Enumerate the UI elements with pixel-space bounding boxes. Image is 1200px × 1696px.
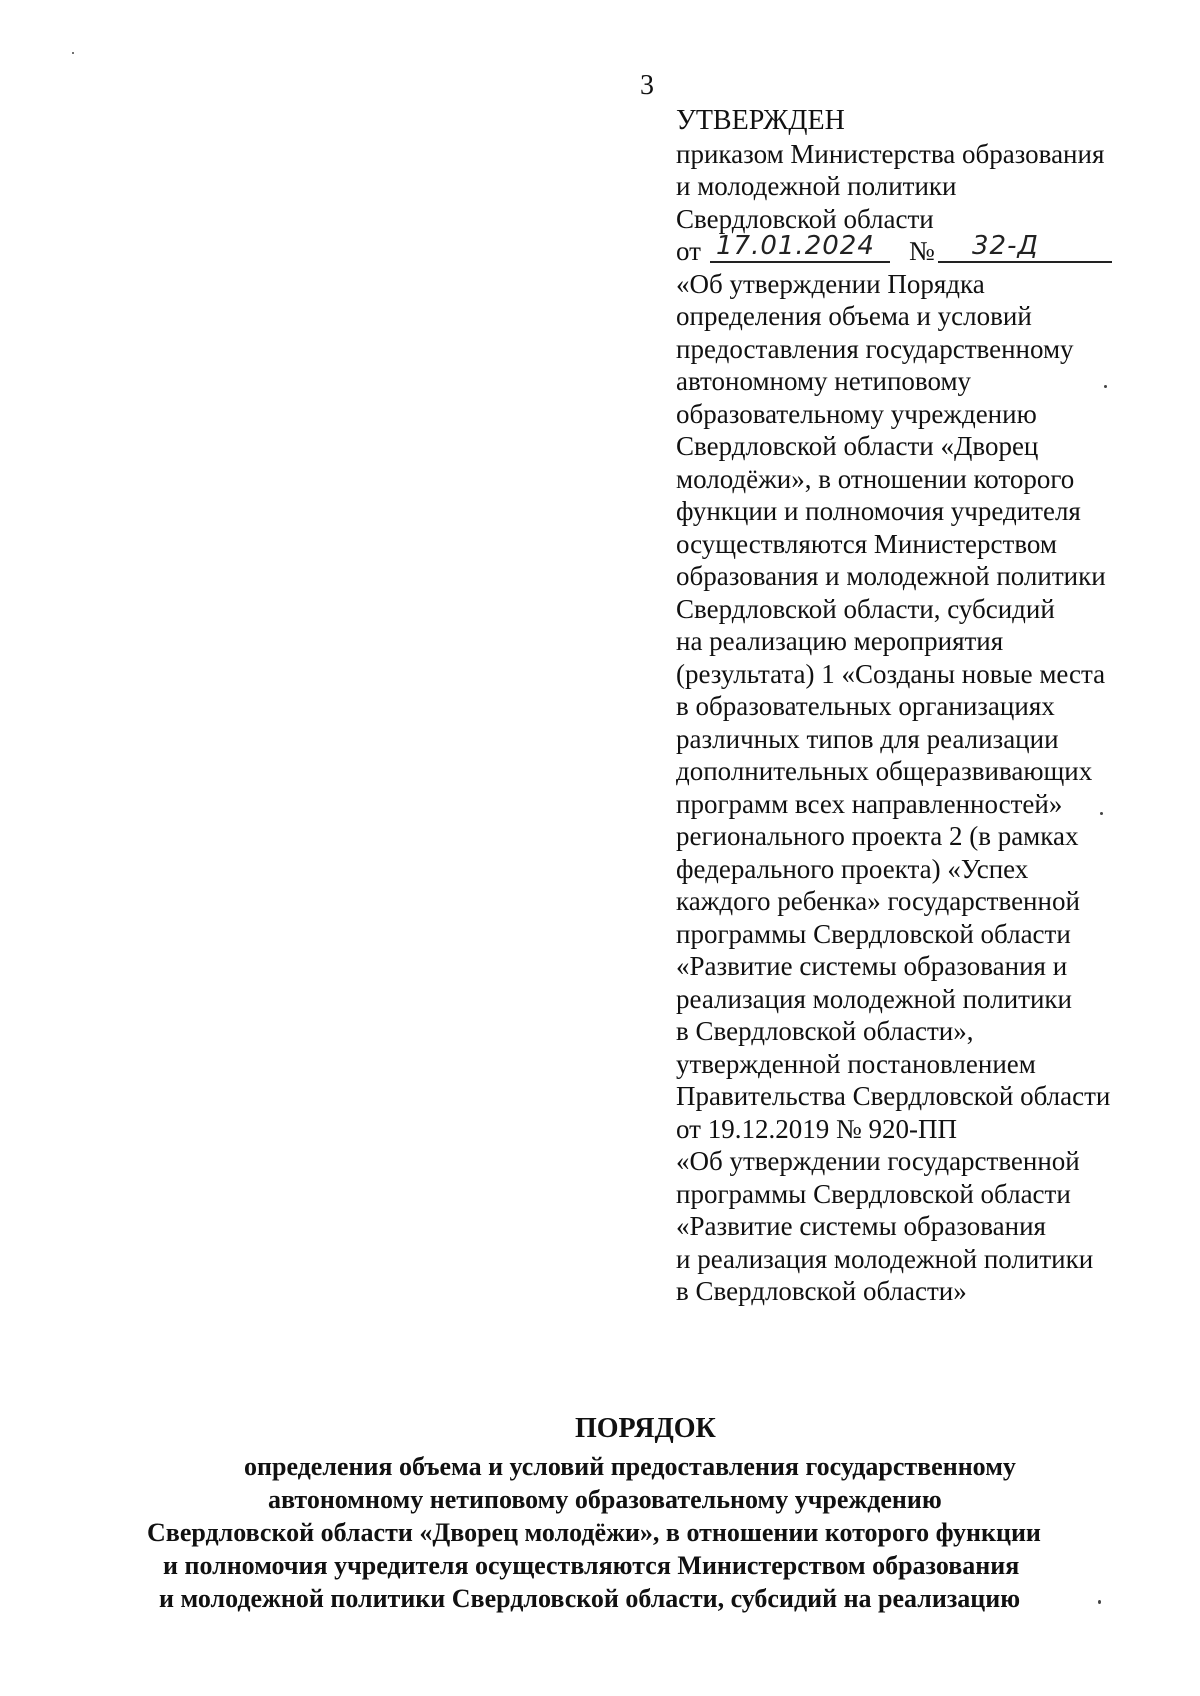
approval-body — [676, 268, 1196, 1308]
approval-line: в Свердловской области», — [676, 1016, 974, 1046]
scan-speck — [1100, 812, 1103, 815]
approval-line: программы Свердловской области — [676, 918, 1071, 949]
order-date-number-line — [676, 231, 1196, 268]
approval-line: Правительства Свердловской области — [676, 1081, 1111, 1111]
document-title: ПОРЯДОК — [575, 1413, 716, 1444]
approval-line: определения объема и условий — [676, 301, 1032, 331]
title-line: автономному нетиповому образовательному учреждению — [268, 1485, 942, 1514]
approval-line: образовательному учреждению — [676, 398, 1037, 429]
approval-line: Свердловской области «Дворец — [676, 431, 1039, 461]
approval-line: в образовательных организациях — [676, 691, 1055, 721]
handwritten-number: 32-Д — [938, 231, 1112, 263]
approval-line: «Об утверждении Порядка — [676, 268, 985, 299]
scan-speck — [72, 52, 74, 54]
approval-line: функции и полномочия учредителя — [676, 496, 1081, 526]
approval-line: регионального проекта 2 (в рамках — [676, 821, 1079, 851]
approval-line: программы Свердловской области — [676, 1178, 1071, 1209]
page-number: 3 — [640, 70, 654, 101]
approval-line: (результата) 1 «Созданы новые места — [676, 658, 1106, 689]
approval-line: и реализация молодежной политики — [676, 1243, 1094, 1274]
scan-speck — [1104, 385, 1107, 388]
approval-line: Свердловской области, субсидий — [676, 593, 1055, 624]
approval-line: Свердловской области — [676, 203, 934, 234]
approval-line: «Развитие системы образования и — [676, 951, 1068, 981]
approval-heading: УТВЕРЖДЕН — [676, 105, 845, 136]
approval-line: приказом Министерства образования — [676, 138, 1105, 169]
date-prefix: от — [676, 236, 701, 266]
approval-line: каждого ребенка» государственной — [676, 886, 1080, 916]
title-line: и полномочия учредителя осуществляются Министерством образования — [163, 1551, 1020, 1580]
scan-speck — [1098, 1600, 1101, 1604]
title-line: и молодежной политики Свердловской области, субсидий на реализацию — [159, 1584, 1021, 1613]
approval-line: образования и молодежной политики — [676, 561, 1106, 591]
approval-line: на реализацию мероприятия — [676, 626, 1004, 656]
approval-line: «Об утверждении государственной — [676, 1146, 1080, 1176]
approval-line: программ всех направленностей» — [676, 788, 1063, 819]
title-line: Свердловской области «Дворец молодёжи», в отношении которого функции — [147, 1518, 1041, 1547]
approval-line: и молодежной политики — [676, 171, 957, 201]
approval-line: молодёжи», в отношении которого — [676, 463, 1075, 494]
number-prefix: № — [909, 236, 935, 266]
approval-line: в Свердловской области» — [676, 1276, 967, 1306]
approval-line: федерального проекта) «Успех — [676, 853, 1029, 884]
approval-line: предоставления государственному — [676, 333, 1074, 364]
approval-line: «Развитие системы образования — [676, 1211, 1046, 1241]
approval-block — [676, 105, 1196, 1308]
handwritten-date: 17.01.2024 — [710, 231, 890, 263]
approval-line: различных типов для реализации — [676, 723, 1059, 754]
approval-line: реализация молодежной политики — [676, 983, 1072, 1014]
approval-line: утвержденной постановлением — [676, 1048, 1036, 1079]
approval-line: автономному нетиповому — [676, 366, 972, 396]
approval-line: от 19.12.2019 № 920-ПП — [676, 1113, 957, 1144]
title-line: определения объема и условий предоставления государственному — [244, 1452, 1016, 1481]
approval-line: осуществляются Министерством — [676, 528, 1057, 559]
approval-line: дополнительных общеразвивающих — [676, 756, 1093, 786]
